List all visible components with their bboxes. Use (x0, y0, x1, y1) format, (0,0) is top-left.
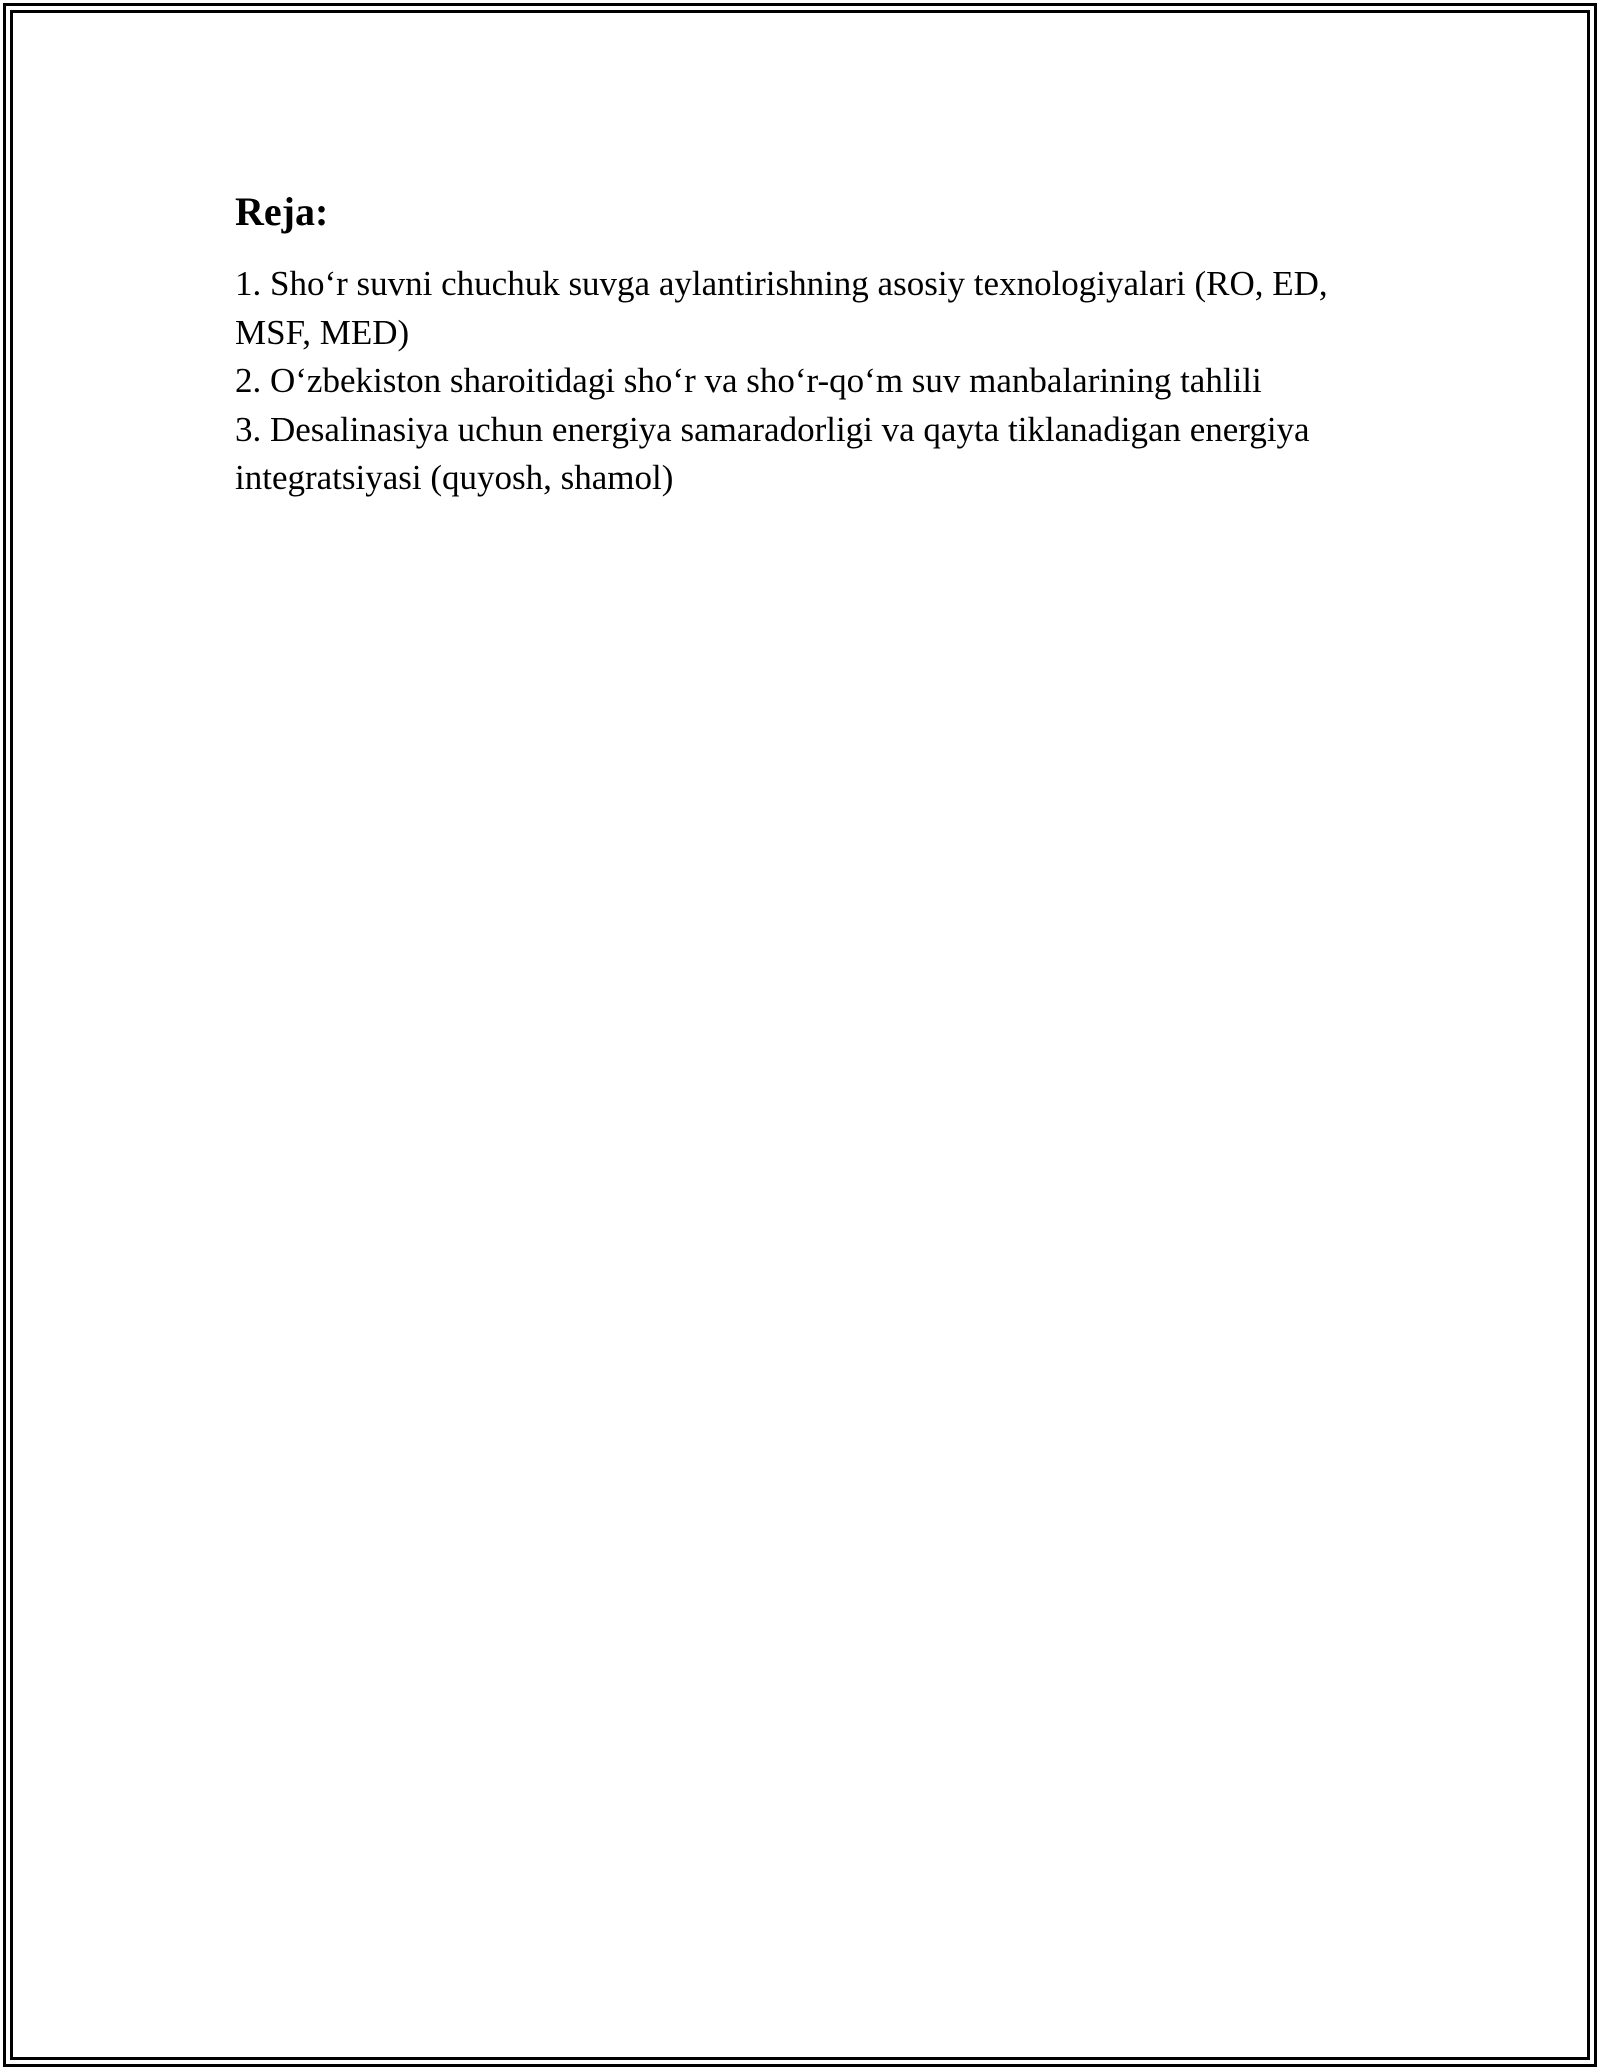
plan-heading: Reja: (235, 189, 329, 234)
plan-list (235, 260, 1385, 503)
plan-item-1: 1. Sho‘r suvni chuchuk suvga aylantirishning asosiy texnologiyalari (RO, ED, MSF, MED) (235, 264, 1328, 352)
plan-item-2: 2. O‘zbekiston sharoitidagi sho‘r va sho‘r-qo‘m suv manbalarining tahlili (235, 361, 1262, 400)
document-content (235, 186, 1385, 503)
plan-item-3: 3. Desalinasiya uchun energiya samaradorligi va qayta tiklanadigan energiya integratsiyasi (quyosh, shamol) (235, 409, 1310, 497)
